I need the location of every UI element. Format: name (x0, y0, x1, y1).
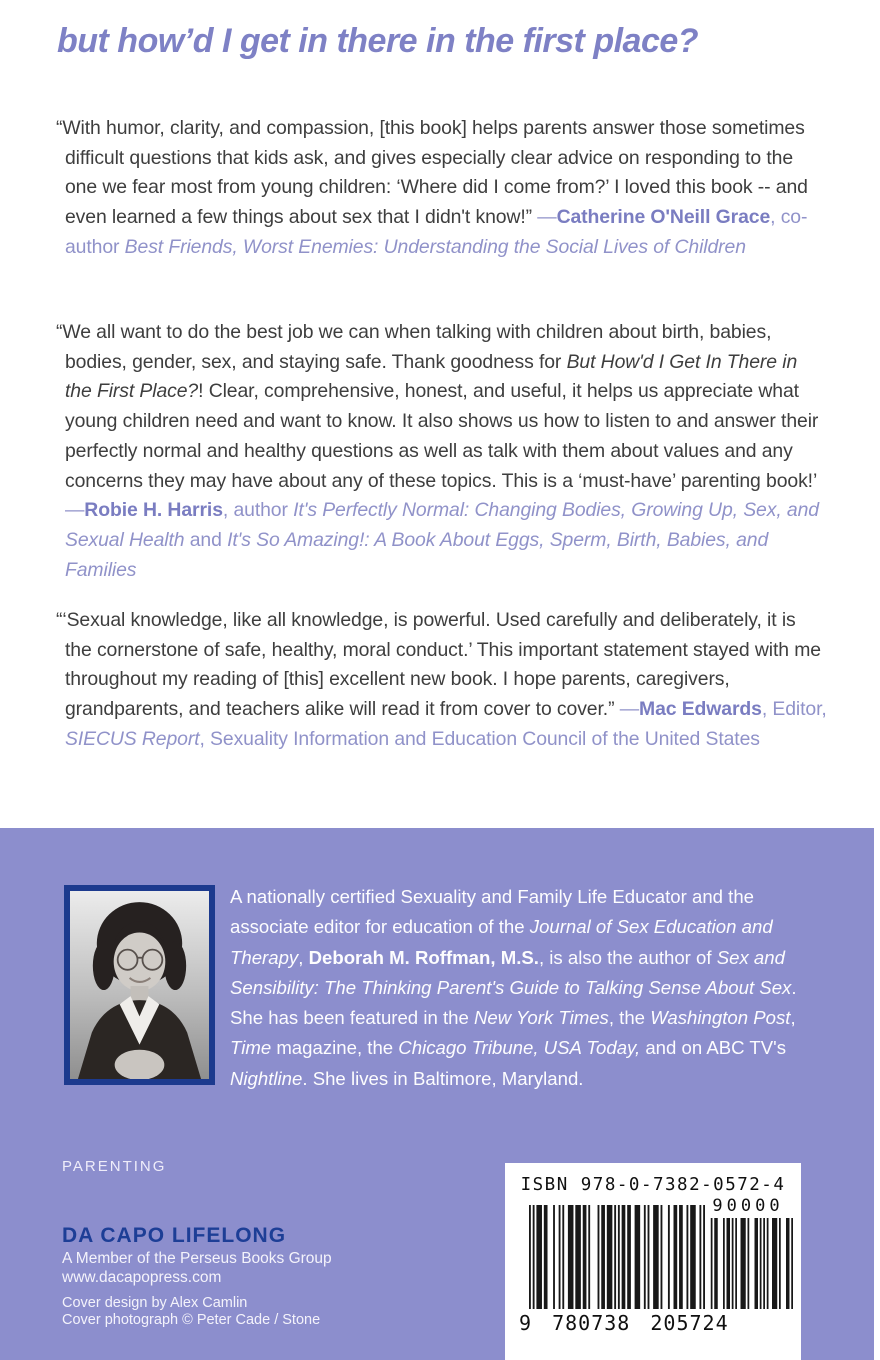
barcode-price-code: 90000 (712, 1196, 784, 1216)
publisher-website: www.dacapopress.com (62, 1269, 222, 1286)
author-portrait-illustration (70, 891, 209, 1079)
isbn-label: ISBN 978-0-7382-0572-4 (520, 1175, 786, 1195)
barcode-number: 9 780738 205724 (519, 1311, 729, 1335)
cover-tagline: but how’d I get in there in the first place? (57, 22, 699, 60)
category-label: PARENTING (62, 1158, 167, 1175)
review-quote-grace: “With humor, clarity, and compassion, [this book] helps parents answer those sometimes difficult questions that kids ask, and gives especially clear advice on responding to the one we fear most from young children: ‘Where did I come from?’ I loved this book -- and even learned a few things about sex that I didn't know!” —Catherine O'Neill Grace, co-author Best Friends, Worst Enemies: Understanding the Social Lives of Children (56, 117, 808, 258)
publisher-subline: A Member of the Perseus Books Group (62, 1250, 332, 1267)
author-photo (64, 885, 215, 1085)
isbn-barcode (505, 1163, 801, 1360)
author-publisher-section (0, 828, 874, 1360)
author-bio: A nationally certified Sexuality and Family Life Educator and the associate editor for education of the Journal of Sex Education and Therapy, Deborah M. Roffman, M.S., is also the author of Sex and Sensibility: The Thinking Parent's Guide to Talking Sense About Sex. She has been featured in the New York Times, the Washington Post, Time magazine, the Chicago Tribune, USA Today, and on ABC TV's Nightline. She lives in Baltimore, Maryland. (230, 886, 797, 1089)
cover-design-credit: Cover design by Alex Camlin (62, 1295, 248, 1311)
review-quote-edwards: “‘Sexual knowledge, like all knowledge, is powerful. Used carefully and deliberately, it is the cornerstone of safe, healthy, moral conduct.’ This important statement stayed with me throughout my reading of [this] excellent new book. I hope parents, caregivers, grandparents, and teachers alike will read it from cover to cover.” —Mac Edwards, Editor, SIECUS Report, Sexuality Information and Education Council of the United States (56, 609, 827, 750)
review-quote-harris: “We all want to do the best job we can when talking with children about birth, babies, bodies, gender, sex, and staying safe. Thank goodness for But How'd I Get In There in the First Place?! Clear, comprehensive, honest, and useful, it helps us appreciate what young children need and want to know. It also shows us how to listen to and answer their perfectly normal and healthy questions as well as talk with them about values and any concerns they may have about any of these topics. This is a ‘must-have’ parenting book!’ —Robie H. Harris, author It's Perfectly Normal: Changing Bodies, Growing Up, Sex, and Sexual Health and It's So Amazing!: A Book About Eggs, Sperm, Birth, Babies, and Families (56, 321, 819, 581)
cover-photo-credit: Cover photograph © Peter Cade / Stone (62, 1312, 321, 1328)
barcode-main-bars (529, 1205, 705, 1309)
publisher-imprint: DA CAPO LIFELONG (62, 1224, 287, 1247)
barcode-supplement-bars (709, 1218, 793, 1309)
